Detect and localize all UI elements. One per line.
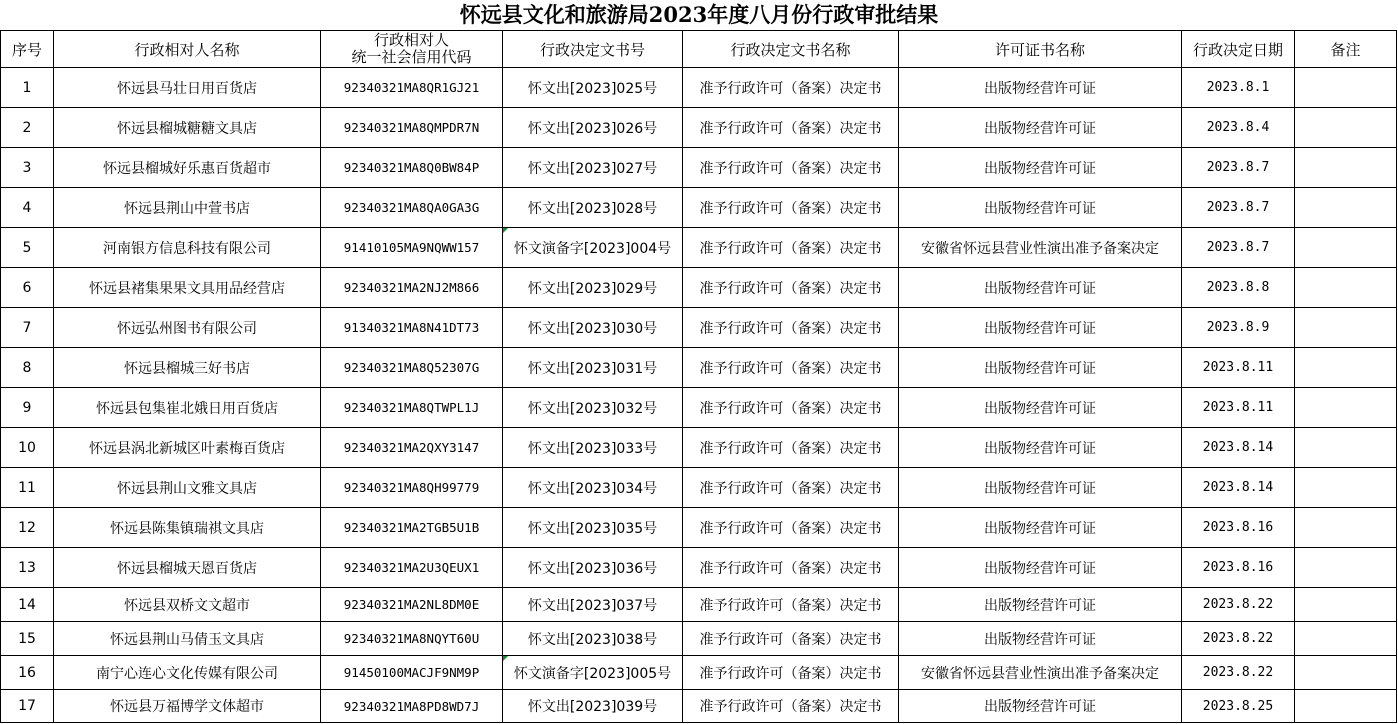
cell-seq: 15 — [1, 622, 54, 656]
cell-credit-code: 92340321MA2U3QEUX1 — [321, 548, 503, 588]
cell-license: 出版物经营许可证 — [899, 388, 1182, 428]
table-row — [1, 508, 1397, 548]
cell-credit-code: 92340321MA8PD8WD7J — [321, 690, 503, 723]
cell-remark — [1295, 148, 1397, 188]
table-body — [1, 68, 1397, 723]
header-doc-name: 行政决定文书名称 — [683, 31, 899, 68]
cell-date: 2023.8.22 — [1182, 588, 1295, 622]
cell-name: 怀远县榴城天恩百货店 — [54, 548, 321, 588]
cell-license: 出版物经营许可证 — [899, 548, 1182, 588]
table-row — [1, 308, 1397, 348]
cell-license: 出版物经营许可证 — [899, 622, 1182, 656]
cell-license: 出版物经营许可证 — [899, 508, 1182, 548]
cell-credit-code: 92340321MA2NL8DM0E — [321, 588, 503, 622]
table-row — [1, 388, 1397, 428]
cell-doc-no: 怀文出[2023]033号 — [503, 428, 683, 468]
cell-doc-name: 准予行政许可（备案）决定书 — [683, 690, 899, 723]
cell-credit-code: 92340321MA8QMPDR7N — [321, 108, 503, 148]
cell-comment-marker-icon — [503, 656, 508, 661]
cell-date: 2023.8.7 — [1182, 148, 1295, 188]
cell-seq: 3 — [1, 148, 54, 188]
cell-seq: 10 — [1, 428, 54, 468]
cell-name: 怀远县榴城糖糖文具店 — [54, 108, 321, 148]
cell-license: 安徽省怀远县营业性演出准予备案决定 — [899, 656, 1182, 690]
cell-date: 2023.8.8 — [1182, 268, 1295, 308]
cell-name: 怀远县陈集镇瑞祺文具店 — [54, 508, 321, 548]
cell-doc-no: 怀文出[2023]032号 — [503, 388, 683, 428]
table-row — [1, 588, 1397, 622]
cell-license: 出版物经营许可证 — [899, 468, 1182, 508]
cell-credit-code: 92340321MA8QR1GJ21 — [321, 68, 503, 108]
cell-doc-no: 怀文出[2023]031号 — [503, 348, 683, 388]
cell-seq: 14 — [1, 588, 54, 622]
table-header-row — [1, 31, 1397, 68]
cell-doc-no: 怀文演备字[2023]004号 — [503, 228, 683, 268]
cell-credit-code: 92340321MA8NQYT60U — [321, 622, 503, 656]
cell-license: 出版物经营许可证 — [899, 108, 1182, 148]
cell-doc-name: 准予行政许可（备案）决定书 — [683, 268, 899, 308]
cell-date: 2023.8.14 — [1182, 468, 1295, 508]
cell-doc-no: 怀文出[2023]027号 — [503, 148, 683, 188]
table-row — [1, 348, 1397, 388]
cell-license: 出版物经营许可证 — [899, 690, 1182, 723]
cell-license: 出版物经营许可证 — [899, 428, 1182, 468]
cell-doc-name: 准予行政许可（备案）决定书 — [683, 656, 899, 690]
cell-date: 2023.8.16 — [1182, 508, 1295, 548]
cell-date: 2023.8.1 — [1182, 68, 1295, 108]
cell-seq: 4 — [1, 188, 54, 228]
cell-seq: 9 — [1, 388, 54, 428]
cell-remark — [1295, 308, 1397, 348]
cell-credit-code: 92340321MA8QTWPL1J — [321, 388, 503, 428]
table-row — [1, 656, 1397, 690]
cell-doc-name: 准予行政许可（备案）决定书 — [683, 108, 899, 148]
header-license: 许可证书名称 — [899, 31, 1182, 68]
cell-seq: 1 — [1, 68, 54, 108]
cell-doc-no: 怀文出[2023]038号 — [503, 622, 683, 656]
page-title: 怀远县文化和旅游局2023年度八月份行政审批结果 — [459, 2, 939, 27]
cell-date: 2023.8.11 — [1182, 388, 1295, 428]
cell-remark — [1295, 188, 1397, 228]
cell-remark — [1295, 622, 1397, 656]
table-row — [1, 108, 1397, 148]
cell-date: 2023.8.22 — [1182, 622, 1295, 656]
cell-remark — [1295, 348, 1397, 388]
cell-doc-name: 准予行政许可（备案）决定书 — [683, 388, 899, 428]
cell-seq: 13 — [1, 548, 54, 588]
cell-remark — [1295, 690, 1397, 723]
cell-name: 怀远县万福博学文体超市 — [54, 690, 321, 723]
cell-license: 出版物经营许可证 — [899, 348, 1182, 388]
cell-seq: 2 — [1, 108, 54, 148]
cell-license: 安徽省怀远县营业性演出准予备案决定 — [899, 228, 1182, 268]
cell-doc-name: 准予行政许可（备案）决定书 — [683, 188, 899, 228]
table-row — [1, 268, 1397, 308]
cell-credit-code: 92340321MA8Q0BW84P — [321, 148, 503, 188]
cell-remark — [1295, 388, 1397, 428]
cell-credit-code: 91450100MACJF9NM9P — [321, 656, 503, 690]
cell-license: 出版物经营许可证 — [899, 308, 1182, 348]
cell-remark — [1295, 548, 1397, 588]
cell-doc-name: 准予行政许可（备案）决定书 — [683, 622, 899, 656]
cell-doc-no: 怀文出[2023]028号 — [503, 188, 683, 228]
cell-doc-name: 准予行政许可（备案）决定书 — [683, 228, 899, 268]
cell-date: 2023.8.4 — [1182, 108, 1295, 148]
cell-remark — [1295, 588, 1397, 622]
cell-name: 怀远县榴城好乐惠百货超市 — [54, 148, 321, 188]
cell-remark — [1295, 508, 1397, 548]
cell-doc-name: 准予行政许可（备案）决定书 — [683, 508, 899, 548]
cell-seq: 8 — [1, 348, 54, 388]
table-row — [1, 228, 1397, 268]
cell-name: 河南银方信息科技有限公司 — [54, 228, 321, 268]
cell-date: 2023.8.7 — [1182, 188, 1295, 228]
cell-remark — [1295, 428, 1397, 468]
cell-name: 怀远县包集崔北娥日用百货店 — [54, 388, 321, 428]
cell-credit-code: 91410105MA9NQWW157 — [321, 228, 503, 268]
cell-license: 出版物经营许可证 — [899, 148, 1182, 188]
cell-name: 怀远县榴城三好书店 — [54, 348, 321, 388]
table-row — [1, 148, 1397, 188]
header-doc-no: 行政决定文书号 — [503, 31, 683, 68]
header-credit-code-line2: 统一社会信用代码 — [351, 48, 472, 66]
cell-seq: 16 — [1, 656, 54, 690]
cell-remark — [1295, 268, 1397, 308]
cell-seq: 7 — [1, 308, 54, 348]
cell-name: 怀远县涡北新城区叶素梅百货店 — [54, 428, 321, 468]
header-date: 行政决定日期 — [1182, 31, 1295, 68]
cell-seq: 11 — [1, 468, 54, 508]
cell-remark — [1295, 468, 1397, 508]
cell-doc-name: 准予行政许可（备案）决定书 — [683, 588, 899, 622]
cell-doc-no: 怀文出[2023]036号 — [503, 548, 683, 588]
cell-license: 出版物经营许可证 — [899, 188, 1182, 228]
cell-name: 怀远县马壮日用百货店 — [54, 68, 321, 108]
cell-credit-code: 92340321MA8Q52307G — [321, 348, 503, 388]
cell-license: 出版物经营许可证 — [899, 68, 1182, 108]
cell-doc-name: 准予行政许可（备案）决定书 — [683, 468, 899, 508]
cell-doc-name: 准予行政许可（备案）决定书 — [683, 428, 899, 468]
cell-remark — [1295, 68, 1397, 108]
cell-seq: 6 — [1, 268, 54, 308]
header-credit-code — [321, 31, 503, 68]
cell-date: 2023.8.14 — [1182, 428, 1295, 468]
cell-credit-code: 92340321MA8QH99779 — [321, 468, 503, 508]
header-remark: 备注 — [1295, 31, 1397, 68]
cell-name: 南宁心连心文化传媒有限公司 — [54, 656, 321, 690]
table-row — [1, 622, 1397, 656]
table-row — [1, 68, 1397, 108]
cell-name: 怀远县荆山马倩玉文具店 — [54, 622, 321, 656]
table-row — [1, 548, 1397, 588]
approval-results-table — [0, 30, 1397, 723]
cell-credit-code: 92340321MA2QXY3147 — [321, 428, 503, 468]
cell-seq: 5 — [1, 228, 54, 268]
cell-remark — [1295, 228, 1397, 268]
cell-doc-no: 怀文出[2023]030号 — [503, 308, 683, 348]
cell-doc-no: 怀文出[2023]037号 — [503, 588, 683, 622]
cell-doc-no: 怀文出[2023]039号 — [503, 690, 683, 723]
cell-doc-name: 准予行政许可（备案）决定书 — [683, 548, 899, 588]
cell-remark — [1295, 656, 1397, 690]
cell-date: 2023.8.11 — [1182, 348, 1295, 388]
cell-doc-no: 怀文出[2023]034号 — [503, 468, 683, 508]
cell-credit-code: 92340321MA2TGB5U1B — [321, 508, 503, 548]
cell-comment-marker-icon — [503, 228, 508, 233]
cell-remark — [1295, 108, 1397, 148]
cell-date: 2023.8.9 — [1182, 308, 1295, 348]
header-credit-code-line1: 行政相对人 — [373, 31, 449, 49]
cell-date: 2023.8.7 — [1182, 228, 1295, 268]
cell-date: 2023.8.25 — [1182, 690, 1295, 723]
cell-name: 怀远县双桥文文超市 — [54, 588, 321, 622]
cell-credit-code: 92340321MA8QA0GA3G — [321, 188, 503, 228]
table-row — [1, 428, 1397, 468]
cell-doc-name: 准予行政许可（备案）决定书 — [683, 68, 899, 108]
cell-credit-code: 92340321MA2NJ2M866 — [321, 268, 503, 308]
cell-name: 怀远县褚集果果文具用品经营店 — [54, 268, 321, 308]
table-row — [1, 188, 1397, 228]
cell-date: 2023.8.22 — [1182, 656, 1295, 690]
cell-doc-name: 准予行政许可（备案）决定书 — [683, 308, 899, 348]
cell-doc-no: 怀文出[2023]035号 — [503, 508, 683, 548]
cell-doc-no: 怀文出[2023]025号 — [503, 68, 683, 108]
cell-credit-code: 91340321MA8N41DT73 — [321, 308, 503, 348]
cell-license: 出版物经营许可证 — [899, 268, 1182, 308]
cell-doc-name: 准予行政许可（备案）决定书 — [683, 348, 899, 388]
header-name: 行政相对人名称 — [54, 31, 321, 68]
cell-license: 出版物经营许可证 — [899, 588, 1182, 622]
cell-date: 2023.8.16 — [1182, 548, 1295, 588]
cell-name: 怀远县荆山文雅文具店 — [54, 468, 321, 508]
table-row — [1, 468, 1397, 508]
cell-doc-no: 怀文演备字[2023]005号 — [503, 656, 683, 690]
cell-seq: 12 — [1, 508, 54, 548]
cell-seq: 17 — [1, 690, 54, 723]
table-row — [1, 690, 1397, 723]
header-seq: 序号 — [1, 31, 54, 68]
cell-doc-name: 准予行政许可（备案）决定书 — [683, 148, 899, 188]
cell-doc-no: 怀文出[2023]026号 — [503, 108, 683, 148]
cell-name: 怀远县荆山中萱书店 — [54, 188, 321, 228]
cell-name: 怀远弘州图书有限公司 — [54, 308, 321, 348]
cell-doc-no: 怀文出[2023]029号 — [503, 268, 683, 308]
